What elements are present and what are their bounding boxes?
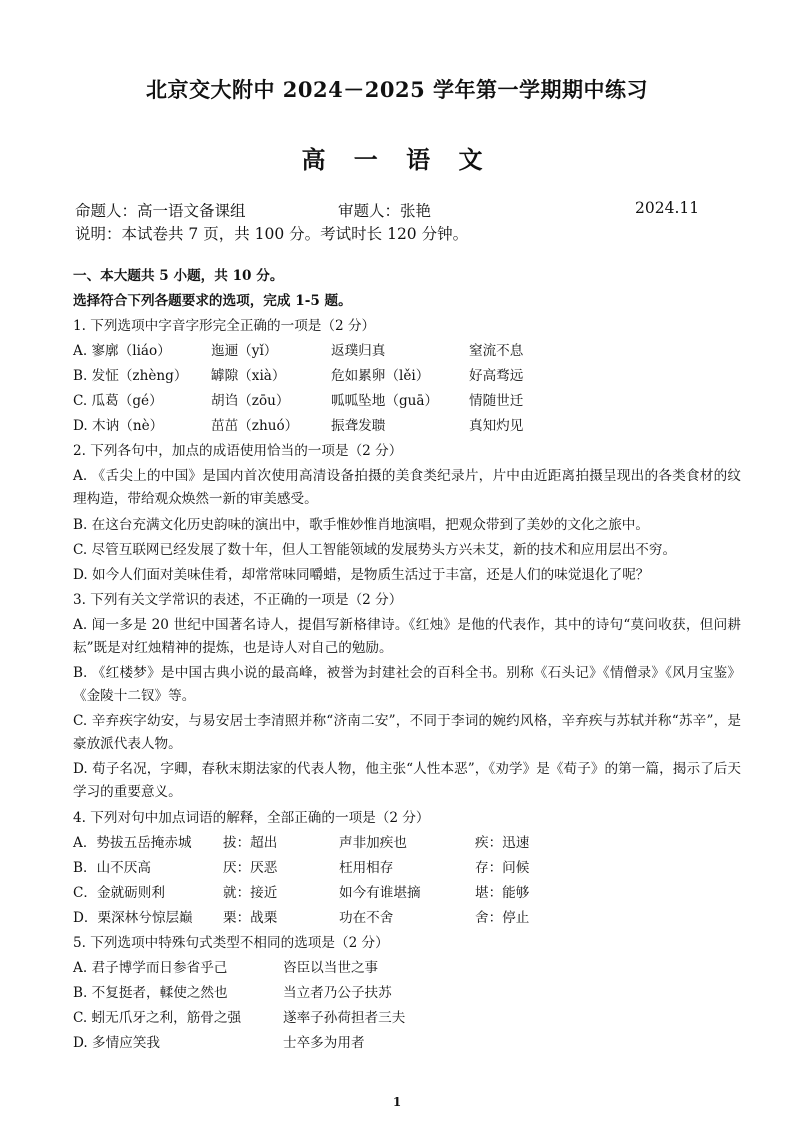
q4-cell: A．势拔五岳掩赤城 <box>73 835 192 851</box>
q4-cell: 疾：迅速 <box>475 835 530 851</box>
q4-cell: B．山不厌高 <box>73 860 151 876</box>
q1-cell: 呱呱坠地（guā） <box>331 393 439 409</box>
q5-option-row <box>73 1006 741 1031</box>
q5-cell: 士卒多为用者 <box>283 1035 365 1051</box>
q5-stem: 5. 下列选项中特殊句式类型不相同的选项是（2 分） <box>73 935 389 951</box>
questions-body <box>73 264 741 1056</box>
q4-cell: 就：接近 <box>223 885 278 901</box>
q4-option-row <box>73 831 741 856</box>
page-number: 1 <box>392 1095 402 1109</box>
q5-cell: D. 多情应笑我 <box>73 1035 161 1051</box>
q4-cell: 拔：超出 <box>223 835 278 851</box>
q3-stem: 3. 下列有关文学常识的表述，不正确的一项是（2 分） <box>73 592 403 608</box>
exam-note: 说明：本试卷共 7 页，共 100 分。考试时长 120 分钟。 <box>75 225 469 243</box>
q1-cell: 窒流不息 <box>469 343 524 359</box>
q4-stem: 4. 下列对句中加点词语的解释，全部正确的一项是（2 分） <box>73 810 430 826</box>
q4-cell: 存：问候 <box>475 860 530 876</box>
q1-cell: 真知灼见 <box>469 418 524 434</box>
q4-cell: 如今有谁堪摘 <box>339 885 421 901</box>
q1-cell: 好高骛远 <box>469 368 524 384</box>
q1-option-row <box>73 414 741 439</box>
q1-option-row <box>73 389 741 414</box>
q1-cell: 振聋发聩 <box>331 418 386 434</box>
q1-cell: A. 寥廓（liáo） <box>73 343 171 359</box>
q1-option-row <box>73 364 741 389</box>
q5-cell: B. 不复挺者，輮使之然也 <box>73 985 228 1001</box>
q1-cell: 茁茁（zhuó） <box>211 418 299 434</box>
q4-cell: C．金就砺则利 <box>73 885 165 901</box>
q1-cell: 胡诌（zōu） <box>211 393 290 409</box>
q3-option-c: C. 辛弃疾字幼安，与易安居士李清照并称“济南二安”，不同于李词的婉约风格，辛弃疾与苏轼并称“苏辛”，是豪放派代表人物。 <box>73 713 741 752</box>
q5-cell: A. 君子博学而日参省乎己 <box>73 960 228 976</box>
author-label: 命题人：高一语文备课组 <box>75 202 246 220</box>
q1-cell: D. 木讷（nè） <box>73 418 164 434</box>
exam-date: 2024.11 <box>635 199 700 217</box>
q5-cell: C. 蚓无爪牙之利，筋骨之强 <box>73 1010 242 1026</box>
q4-cell: 舍：停止 <box>475 910 530 926</box>
q1-cell: C. 瓜葛（gé） <box>73 393 163 409</box>
q5-cell: 遂率子孙荷担者三夫 <box>283 1010 406 1026</box>
q1-stem: 1. 下列选项中字音字形完全正确的一项是（2 分） <box>73 318 376 334</box>
q4-option-row <box>73 906 741 931</box>
reviewer-label: 审题人：张艳 <box>338 202 432 220</box>
q2-option-a: A. 《舌尖上的中国》是国内首次使用高清设备拍摄的美食类纪录片，片中由近距离拍摄呈现出的各类食材的纹理构造，带给观众焕然一新的审美感受。 <box>73 468 741 507</box>
q1-cell: 危如累卵（lěi） <box>331 368 430 384</box>
q2-option-b: B. 在这台充满文化历史韵味的演出中，歌手惟妙惟肖地演唱，把观众带到了美妙的文化之旅中。 <box>73 517 649 533</box>
section-instruction: 选择符合下列各题要求的选项，完成 1-5 题。 <box>73 293 352 309</box>
subject-title: 高 一 语 文 <box>301 145 493 174</box>
q5-cell: 当立者乃公子扶苏 <box>283 985 392 1001</box>
q4-option-row <box>73 881 741 906</box>
q1-cell: 迤逦（yǐ） <box>211 343 278 359</box>
q5-option-row <box>73 1031 741 1056</box>
q4-option-row <box>73 856 741 881</box>
q2-option-c: C. 尽管互联网已经发展了数十年，但人工智能领域的发展势头方兴未艾，新的技术和应用层出不穷。 <box>73 542 677 558</box>
q3-option-d: D. 荀子名况，字卿，春秋末期法家的代表人物，他主张“人性本恶”，《劝学》是《荀子》的第一篇，揭示了后天学习的重要意义。 <box>73 761 741 800</box>
section-heading: 一、本大题共 5 小题，共 10 分。 <box>73 268 284 284</box>
q4-cell: D．栗深林兮惊层巅 <box>73 910 193 926</box>
q5-option-row <box>73 956 741 981</box>
q2-option-d: D. 如今人们面对美味佳肴，却常常味同嚼蜡，是物质生活过于丰富，还是人们的味觉退化了呢？ <box>73 567 650 583</box>
q4-cell: 栗：战栗 <box>223 910 278 926</box>
exam-title: 北京交大附中 2024－2025 学年第一学期期中练习 <box>145 77 648 102</box>
q1-cell: 返璞归真 <box>331 343 386 359</box>
q1-option-row <box>73 339 741 364</box>
q3-option-b: B. 《红楼梦》是中国古典小说的最高峰，被誉为封建社会的百科全书。别称《石头记》《情僧录》《风月宝鉴》《金陵十二钗》等。 <box>73 665 741 704</box>
q2-stem: 2. 下列各句中，加点的成语使用恰当的一项是（2 分） <box>73 443 403 459</box>
q4-cell: 声非加疾也 <box>339 835 407 851</box>
q4-cell: 厌：厌恶 <box>223 860 278 876</box>
q4-cell: 枉用相存 <box>339 860 394 876</box>
q3-option-a: A. 闻一多是 20 世纪中国著名诗人，提倡写新格律诗。《红烛》是他的代表作，其中的诗句“莫问收获，但问耕耘”既是对红烛精神的提炼，也是诗人对自己的勉励。 <box>73 617 741 656</box>
q1-cell: B. 发怔（zhèng） <box>73 368 188 384</box>
q1-cell: 情随世迁 <box>469 393 524 409</box>
q4-cell: 堪：能够 <box>475 885 530 901</box>
q5-cell: 咨臣以当世之事 <box>283 960 379 976</box>
q1-cell: 罅隙（xià） <box>211 368 286 384</box>
q4-cell: 功在不舍 <box>339 910 394 926</box>
q5-option-row <box>73 981 741 1006</box>
